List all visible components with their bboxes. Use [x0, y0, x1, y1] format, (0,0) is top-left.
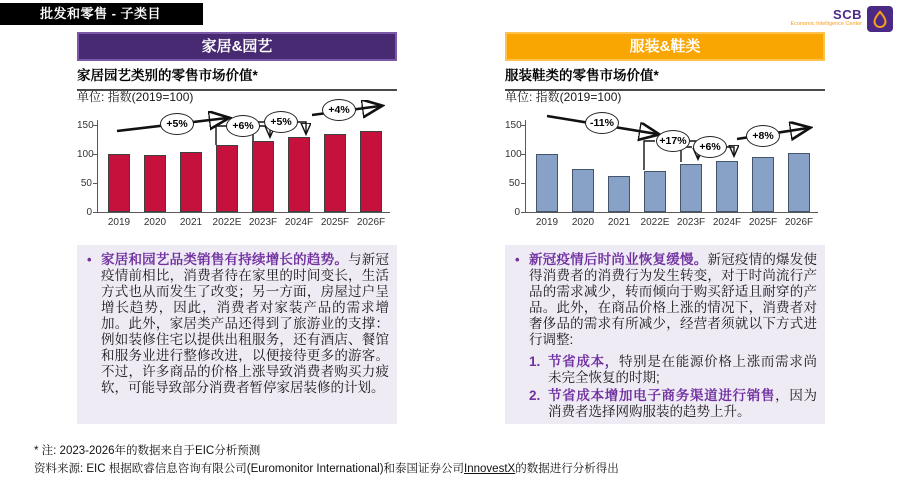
x-tick-label: 2020	[143, 217, 167, 228]
bullet-point: •	[87, 252, 92, 267]
list-item	[529, 388, 817, 420]
bar-2021	[180, 152, 202, 212]
x-axis-line	[97, 212, 390, 213]
x-axis-line	[525, 212, 818, 213]
bar-2021	[608, 176, 630, 212]
y-tick-mark	[521, 154, 525, 155]
y-tick-label: 150	[505, 119, 522, 131]
x-tick-label: 2021	[179, 217, 203, 228]
list-item	[529, 354, 817, 386]
bar-2026F	[788, 153, 810, 212]
commentary-lead: 新冠疫情后时尚业恢复缓慢。	[529, 252, 708, 267]
bullet-point: •	[515, 252, 520, 267]
growth-annotation: +17%	[656, 130, 690, 152]
x-tick-label: 2024F	[712, 217, 742, 228]
y-tick-label: 50	[80, 177, 92, 189]
x-tick-label: 2020	[571, 217, 595, 228]
y-axis-line	[525, 120, 526, 212]
innovestx-link[interactable]: InnovestX	[464, 463, 516, 475]
panel-home-garden	[77, 32, 397, 424]
growth-annotation: +6%	[693, 136, 727, 158]
panel-header-apparel-footwear: 服装&鞋类	[505, 32, 825, 61]
x-tick-label: 2019	[107, 217, 131, 228]
bar-2025F	[752, 157, 774, 212]
commentary-box-home-garden	[77, 245, 397, 424]
y-tick-mark	[93, 183, 97, 184]
commentary-lead: 家居和园艺品类销售有持续增长的趋势。	[101, 252, 349, 267]
bar-2025F	[324, 134, 346, 212]
bar-2019	[108, 154, 130, 212]
y-tick-label: 100	[505, 148, 522, 160]
bar-chart-apparel-footwear	[505, 100, 825, 232]
logo-subtitle-text: Economic Intelligence Center	[790, 21, 862, 27]
source-prefix: 资料来源: EIC 根据欧睿信息咨询有限公司(Euromonitor International)和泰国证券公司	[34, 463, 465, 475]
commentary-body: 与新冠疫情前相比，消费者待在家里的时间变长，生活方式也从而发生了改变；另一方面，房屋过户呈增长趋势，因此，消费者对家装产品的需求增加。此外，家居类产品还得到了旅游业的支撑：例如装修住宅以提供出租服务，还有酒店、餐馆和服务业进行整修改进，以便接待更多的游客。不过，许多商品的价格上涨导致消费者购买力疲软，可能导致部分消费者暂停家居装修的计划。	[101, 252, 390, 395]
growth-annotation: +4%	[322, 99, 356, 121]
adjustment-list	[529, 354, 817, 420]
logo-brand-text: SCB	[833, 7, 862, 22]
y-tick-mark	[521, 125, 525, 126]
y-tick-label: 0	[514, 206, 520, 218]
chart-title-home-garden: 家居园艺类别的零售市场价值*	[77, 64, 397, 91]
bar-2022E	[216, 145, 238, 212]
x-tick-label: 2024F	[284, 217, 314, 228]
footnote: * 注: 2023-2026年的数据来自于EIC分析预测	[34, 445, 261, 457]
unit-label: 单位: 指数(2019=100)	[505, 90, 622, 104]
list-item-lead: 节省成本增加电子商务渠道进行销售	[548, 388, 776, 403]
scb-logo-icon	[867, 6, 893, 32]
growth-annotation: +6%	[226, 115, 260, 137]
bar-2023F	[680, 164, 702, 212]
list-number: 1.	[529, 354, 541, 369]
bar-2024F	[288, 137, 310, 212]
y-tick-label: 50	[508, 177, 520, 189]
commentary-text	[529, 252, 817, 418]
y-tick-label: 100	[77, 148, 94, 160]
page-title: 批发和零售 - 子类目	[0, 3, 203, 25]
x-tick-label: 2022E	[640, 217, 670, 228]
x-tick-label: 2022E	[212, 217, 242, 228]
y-tick-mark	[521, 183, 525, 184]
y-tick-mark	[521, 212, 525, 213]
growth-annotation: -11%	[585, 112, 619, 134]
x-tick-label: 2026F	[784, 217, 814, 228]
bar-2020	[144, 155, 166, 212]
source-line	[34, 460, 619, 476]
y-axis-line	[97, 120, 98, 212]
growth-annotation: +8%	[746, 125, 780, 147]
y-tick-mark	[93, 212, 97, 213]
x-tick-label: 2025F	[748, 217, 778, 228]
y-tick-mark	[93, 125, 97, 126]
source-suffix: 的数据进行分析得出	[515, 463, 619, 475]
y-tick-label: 150	[77, 119, 94, 131]
panel-header-home-garden: 家居&园艺	[77, 32, 397, 61]
x-tick-label: 2023F	[248, 217, 278, 228]
list-item-body: ，因为消费者选择网购服装的趋势上升。	[548, 388, 818, 419]
list-item-lead: 节省成本，	[548, 354, 619, 369]
bar-2020	[572, 169, 594, 213]
x-tick-label: 2019	[535, 217, 559, 228]
scb-eic-logo	[790, 6, 893, 32]
commentary-body: 新冠疫情的爆发使得消费者的消费行为发生转变，对于时尚流行产品的需求减少，转而倾向于购买舒适且耐穿的产品。此外，在商品价格上涨的情况下，消费者对奢侈品的需求有所减少，经营者须就以下方式进行调整:	[529, 252, 818, 347]
list-number: 2.	[529, 388, 541, 403]
y-tick-mark	[93, 154, 97, 155]
chart-title-apparel-footwear: 服装鞋类的零售市场价值*	[505, 64, 825, 91]
x-tick-label: 2026F	[356, 217, 386, 228]
y-tick-label: 0	[86, 206, 92, 218]
growth-annotation: +5%	[160, 113, 194, 135]
x-tick-label: 2023F	[676, 217, 706, 228]
bar-2024F	[716, 161, 738, 212]
growth-annotation: +5%	[264, 111, 298, 133]
commentary-text	[101, 252, 389, 418]
bar-2022E	[644, 171, 666, 212]
panel-apparel-footwear	[505, 32, 825, 424]
unit-label: 单位: 指数(2019=100)	[77, 90, 194, 104]
x-tick-label: 2025F	[320, 217, 350, 228]
list-item-body: 特别是在能源价格上涨而需求尚未完全恢复的时期;	[548, 354, 818, 385]
bar-chart-home-garden	[77, 100, 397, 232]
bar-2026F	[360, 131, 382, 212]
bar-2019	[536, 154, 558, 212]
bar-2023F	[252, 141, 274, 212]
commentary-box-apparel-footwear	[505, 245, 825, 424]
x-tick-label: 2021	[607, 217, 631, 228]
